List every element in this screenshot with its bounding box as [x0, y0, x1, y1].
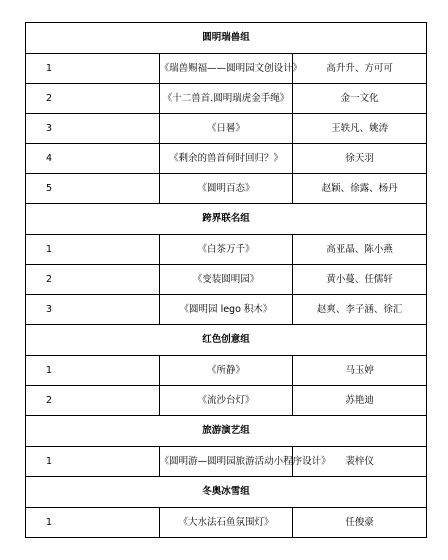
table-row	[26, 174, 427, 204]
author-names: 马玉婷	[293, 356, 427, 386]
table-row	[26, 295, 427, 325]
table-row	[26, 144, 427, 174]
work-title: 《剩余的兽首何时回归？》	[159, 144, 293, 174]
table-row	[26, 356, 427, 386]
table-row	[26, 84, 427, 114]
group-title: 跨界联名组	[26, 204, 427, 235]
table-row	[26, 114, 427, 144]
group-title: 圆明瑞兽组	[26, 23, 427, 54]
group-header-row	[26, 477, 427, 508]
table-row	[26, 508, 427, 538]
entry-number: 2	[26, 265, 160, 295]
author-names: 高升升、方可可	[293, 54, 427, 84]
group-title: 红色创意组	[26, 325, 427, 356]
work-title: 《十二兽首.圆明瑞虎金手绳》	[159, 84, 293, 114]
award-table	[25, 22, 427, 538]
work-title: 《圆明游—圆明园旅游活动小程序设计》	[159, 447, 293, 477]
author-names: 黄小蔓、任儒轩	[293, 265, 427, 295]
author-names: 王轶凡、姚涛	[293, 114, 427, 144]
work-title: 《瑞兽赐福——圆明园文创设计》	[159, 54, 293, 84]
work-title: 《白茶万千》	[159, 235, 293, 265]
table-row	[26, 265, 427, 295]
work-title: 《大水法石鱼氛围灯》	[159, 508, 293, 538]
work-title: 《圆明园 lego 积木》	[159, 295, 293, 325]
entry-number: 1	[26, 447, 160, 477]
author-names: 裴梓仪	[293, 447, 427, 477]
entry-number: 4	[26, 144, 160, 174]
author-names: 赵颖、徐露、杨丹	[293, 174, 427, 204]
award-table-body	[26, 23, 427, 538]
entry-number: 1	[26, 508, 160, 538]
work-title: 《日晷》	[159, 114, 293, 144]
work-title: 《所静》	[159, 356, 293, 386]
work-title: 《流沙台灯》	[159, 386, 293, 416]
author-names: 苏艳迪	[293, 386, 427, 416]
table-row	[26, 54, 427, 84]
group-title: 旅游演艺组	[26, 416, 427, 447]
entry-number: 1	[26, 356, 160, 386]
entry-number: 3	[26, 114, 160, 144]
entry-number: 1	[26, 54, 160, 84]
table-row	[26, 386, 427, 416]
entry-number: 2	[26, 84, 160, 114]
group-title: 冬奥冰雪组	[26, 477, 427, 508]
entry-number: 1	[26, 235, 160, 265]
author-names: 赵爽、李子涵、徐汇	[293, 295, 427, 325]
entry-number: 2	[26, 386, 160, 416]
table-row	[26, 447, 427, 477]
author-names: 任俊豪	[293, 508, 427, 538]
group-header-row	[26, 416, 427, 447]
work-title: 《变装圆明园》	[159, 265, 293, 295]
group-header-row	[26, 325, 427, 356]
entry-number: 5	[26, 174, 160, 204]
group-header-row	[26, 204, 427, 235]
entry-number: 3	[26, 295, 160, 325]
group-header-row	[26, 23, 427, 54]
author-names: 高亚晶、陈小燕	[293, 235, 427, 265]
table-row	[26, 235, 427, 265]
work-title: 《圆明百态》	[159, 174, 293, 204]
author-names: 徐天羽	[293, 144, 427, 174]
author-names: 金一文化	[293, 84, 427, 114]
